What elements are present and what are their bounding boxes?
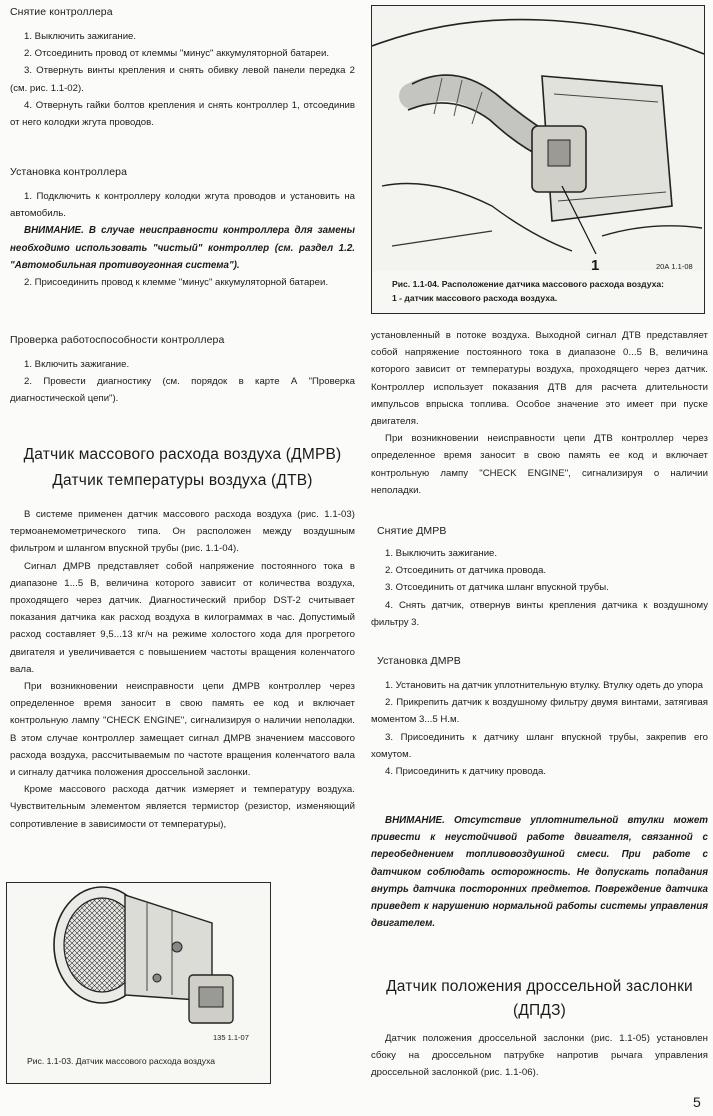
page-number: 5 bbox=[693, 1094, 701, 1110]
list-item: 2. Присоединить провод к клемме "минус" аккумуляторной батареи. bbox=[24, 277, 328, 289]
list-item: 2. Отсоединить провод от клеммы "минус" аккумуляторной батареи. bbox=[24, 48, 330, 60]
iat-description bbox=[371, 327, 708, 499]
paragraph: При возникновении неисправности цепи ДТВ контроллер через определенное время заносит в свою память ее код и включает контрольную лампу "CHECK ENGINE", сигнализируя о наличии неполадки. bbox=[371, 433, 708, 496]
paragraph: При возникновении неисправности цепи ДМРВ контроллер через определенное время заносит в свою память ее код и включает контрольную лампу "CHECK ENGINE", сигнализируя о наличии неполадки. В этом случае контроллер замещает сигнал ДМРВ значением массового расхода воздуха, рассчитываемым по частоте вращения коленчатого вала и сигналу датчика положения дроссельной заслонки. bbox=[10, 681, 355, 779]
list-item: 2. Провести диагностику (см. порядок в карте А "Проверка диагностической цепи"). bbox=[10, 376, 355, 405]
paragraph: В системе применен датчик массового расхода воздуха (рис. 1.1-03) термоанемометрического типа. Он расположен между воздушным фильтром и шлангом впускной трубы (рис. 1.1-04). bbox=[10, 509, 355, 555]
list-item: 1. Выключить зажигание. bbox=[24, 31, 137, 42]
list-item: 1. Включить зажигание. bbox=[24, 359, 130, 370]
list-item: 1. Подключить к контроллеру колодки жгута проводов и установить на автомобиль. bbox=[10, 191, 355, 220]
list-item: 4. Отвернуть гайки болтов крепления и снять контроллер 1, отсоединив от него колодки жгута проводов. bbox=[10, 99, 355, 129]
warning-note: ВНИМАНИЕ. В случае неисправности контроллера для замены необходимо использовать "чистый" контроллер (см. раздел 1.2. "Автомобильная противоугонная система"). bbox=[10, 225, 355, 271]
section-title-controller-check: Проверка работоспособности контроллера bbox=[10, 334, 225, 346]
figure-code: 20А 1.1-08 bbox=[656, 262, 693, 271]
section-title-maf-install: Установка ДМРВ bbox=[377, 655, 461, 667]
list-item: 1. Выключить зажигание. bbox=[385, 548, 498, 559]
list-item: 3. Отвернуть винты крепления и снять обивку левой панели передка 2 (см. рис. 1.1-02). bbox=[10, 65, 355, 94]
paragraph: установленный в потоке воздуха. Выходной сигнал ДТВ представляет собой напряжение постоянного тока в диапазоне 0...5 В, величина которого зависит от температуры воздуха, проходящего через датчик. Контроллер использует показания ДТВ для расчета длительности импульсов впрыска топлива. Особое значение это имеет при пуске двигателя. bbox=[371, 330, 708, 428]
tps-title-abbrev: (ДПДЗ) bbox=[512, 1002, 567, 1019]
figure-code: 135 1.1-07 bbox=[213, 1033, 249, 1042]
controller-install-steps bbox=[10, 188, 355, 291]
paragraph: Датчик положения дроссельной заслонки (рис. 1.1-05) установлен сбоку на дроссельном патрубке напротив рычага управления дроссельной заслонкой (рис. 1.1-06). bbox=[371, 1033, 708, 1079]
main-title-maf: Датчик массового расхода воздуха (ДМРВ) bbox=[23, 446, 342, 463]
warning-note: ВНИМАНИЕ. Отсутствие уплотнительной втулки может привести к неустойчивой работе двигателя, связанной с переобеднением топливовоздушной смеси. При работе с датчиком соблюдать осторожность. Не допускать попадания внутрь датчика посторонних предметов. Повреждение датчика приведет к нарушению нормальной работы системы управления двигателем. bbox=[371, 815, 708, 930]
maf-removal-steps bbox=[371, 545, 708, 631]
figure-callout: 1 bbox=[591, 257, 600, 274]
list-item: 3. Присоединить к датчику шланг впускной трубы, закрепив его хомутом. bbox=[371, 731, 708, 760]
section-title-controller-removal: Снятие контроллера bbox=[10, 6, 113, 18]
paragraph: Кроме массового расхода датчик измеряет и температуру воздуха. Чувствительным элементом является термистор (резистор, изменяющий сопротивление в зависимости от температуры), bbox=[10, 784, 355, 830]
figure-maf-location bbox=[371, 5, 705, 314]
controller-check-steps bbox=[10, 356, 355, 408]
list-item: 2. Прикрепить датчик к воздушному фильтру двумя винтами, затягивая моментом 3...5 Н.м. bbox=[371, 697, 708, 726]
controller-removal-steps bbox=[10, 28, 355, 131]
figure-caption: Рис. 1.1-04. Расположение датчика массового расхода воздуха: bbox=[392, 279, 664, 289]
main-title-iat: Датчик температуры воздуха (ДТВ) bbox=[52, 472, 313, 489]
figure-caption-legend: 1 - датчик массового расхода воздуха. bbox=[392, 293, 558, 303]
tps-title: Датчик положения дроссельной заслонки bbox=[386, 978, 693, 995]
section-title-controller-install: Установка контроллера bbox=[10, 166, 128, 178]
list-item: 4. Снять датчик, отвернув винты крепления датчика к воздушному фильтру 3. bbox=[371, 599, 708, 628]
maf-sensor-illustration bbox=[7, 883, 270, 1043]
engine-bay-illustration bbox=[372, 6, 704, 271]
figure-maf-sensor bbox=[6, 882, 271, 1084]
maf-warning bbox=[371, 812, 708, 932]
paragraph: Сигнал ДМРВ представляет собой напряжение постоянного тока в диапазоне 1...5 В, величина которого зависит от количества воздуха, проходящего через датчик. Диагностический прибор DST-2 считывает показания датчика как расход воздуха в килограммах в час. Допустимый расход составляет 9,5...13 кг/ч на режиме холостого хода для прогретого двигателя и увеличивается с повышением частоты вращения коленчатого вала. bbox=[10, 560, 355, 675]
list-item: 1. Установить на датчик уплотнительную втулку. Втулку одеть до упора bbox=[385, 680, 704, 691]
tps-description bbox=[371, 1030, 708, 1082]
list-item: 3. Отсоединить от датчика шланг впускной трубы. bbox=[385, 582, 609, 594]
maf-install-steps bbox=[371, 677, 708, 780]
list-item: 2. Отсоединить от датчика провода. bbox=[385, 565, 547, 577]
section-title-maf-removal: Снятие ДМРВ bbox=[377, 525, 447, 537]
figure-caption: Рис. 1.1-03. Датчик массового расхода воздуха bbox=[27, 1056, 216, 1066]
maf-description bbox=[10, 506, 355, 833]
list-item: 4. Присоединить к датчику провода. bbox=[385, 766, 546, 778]
